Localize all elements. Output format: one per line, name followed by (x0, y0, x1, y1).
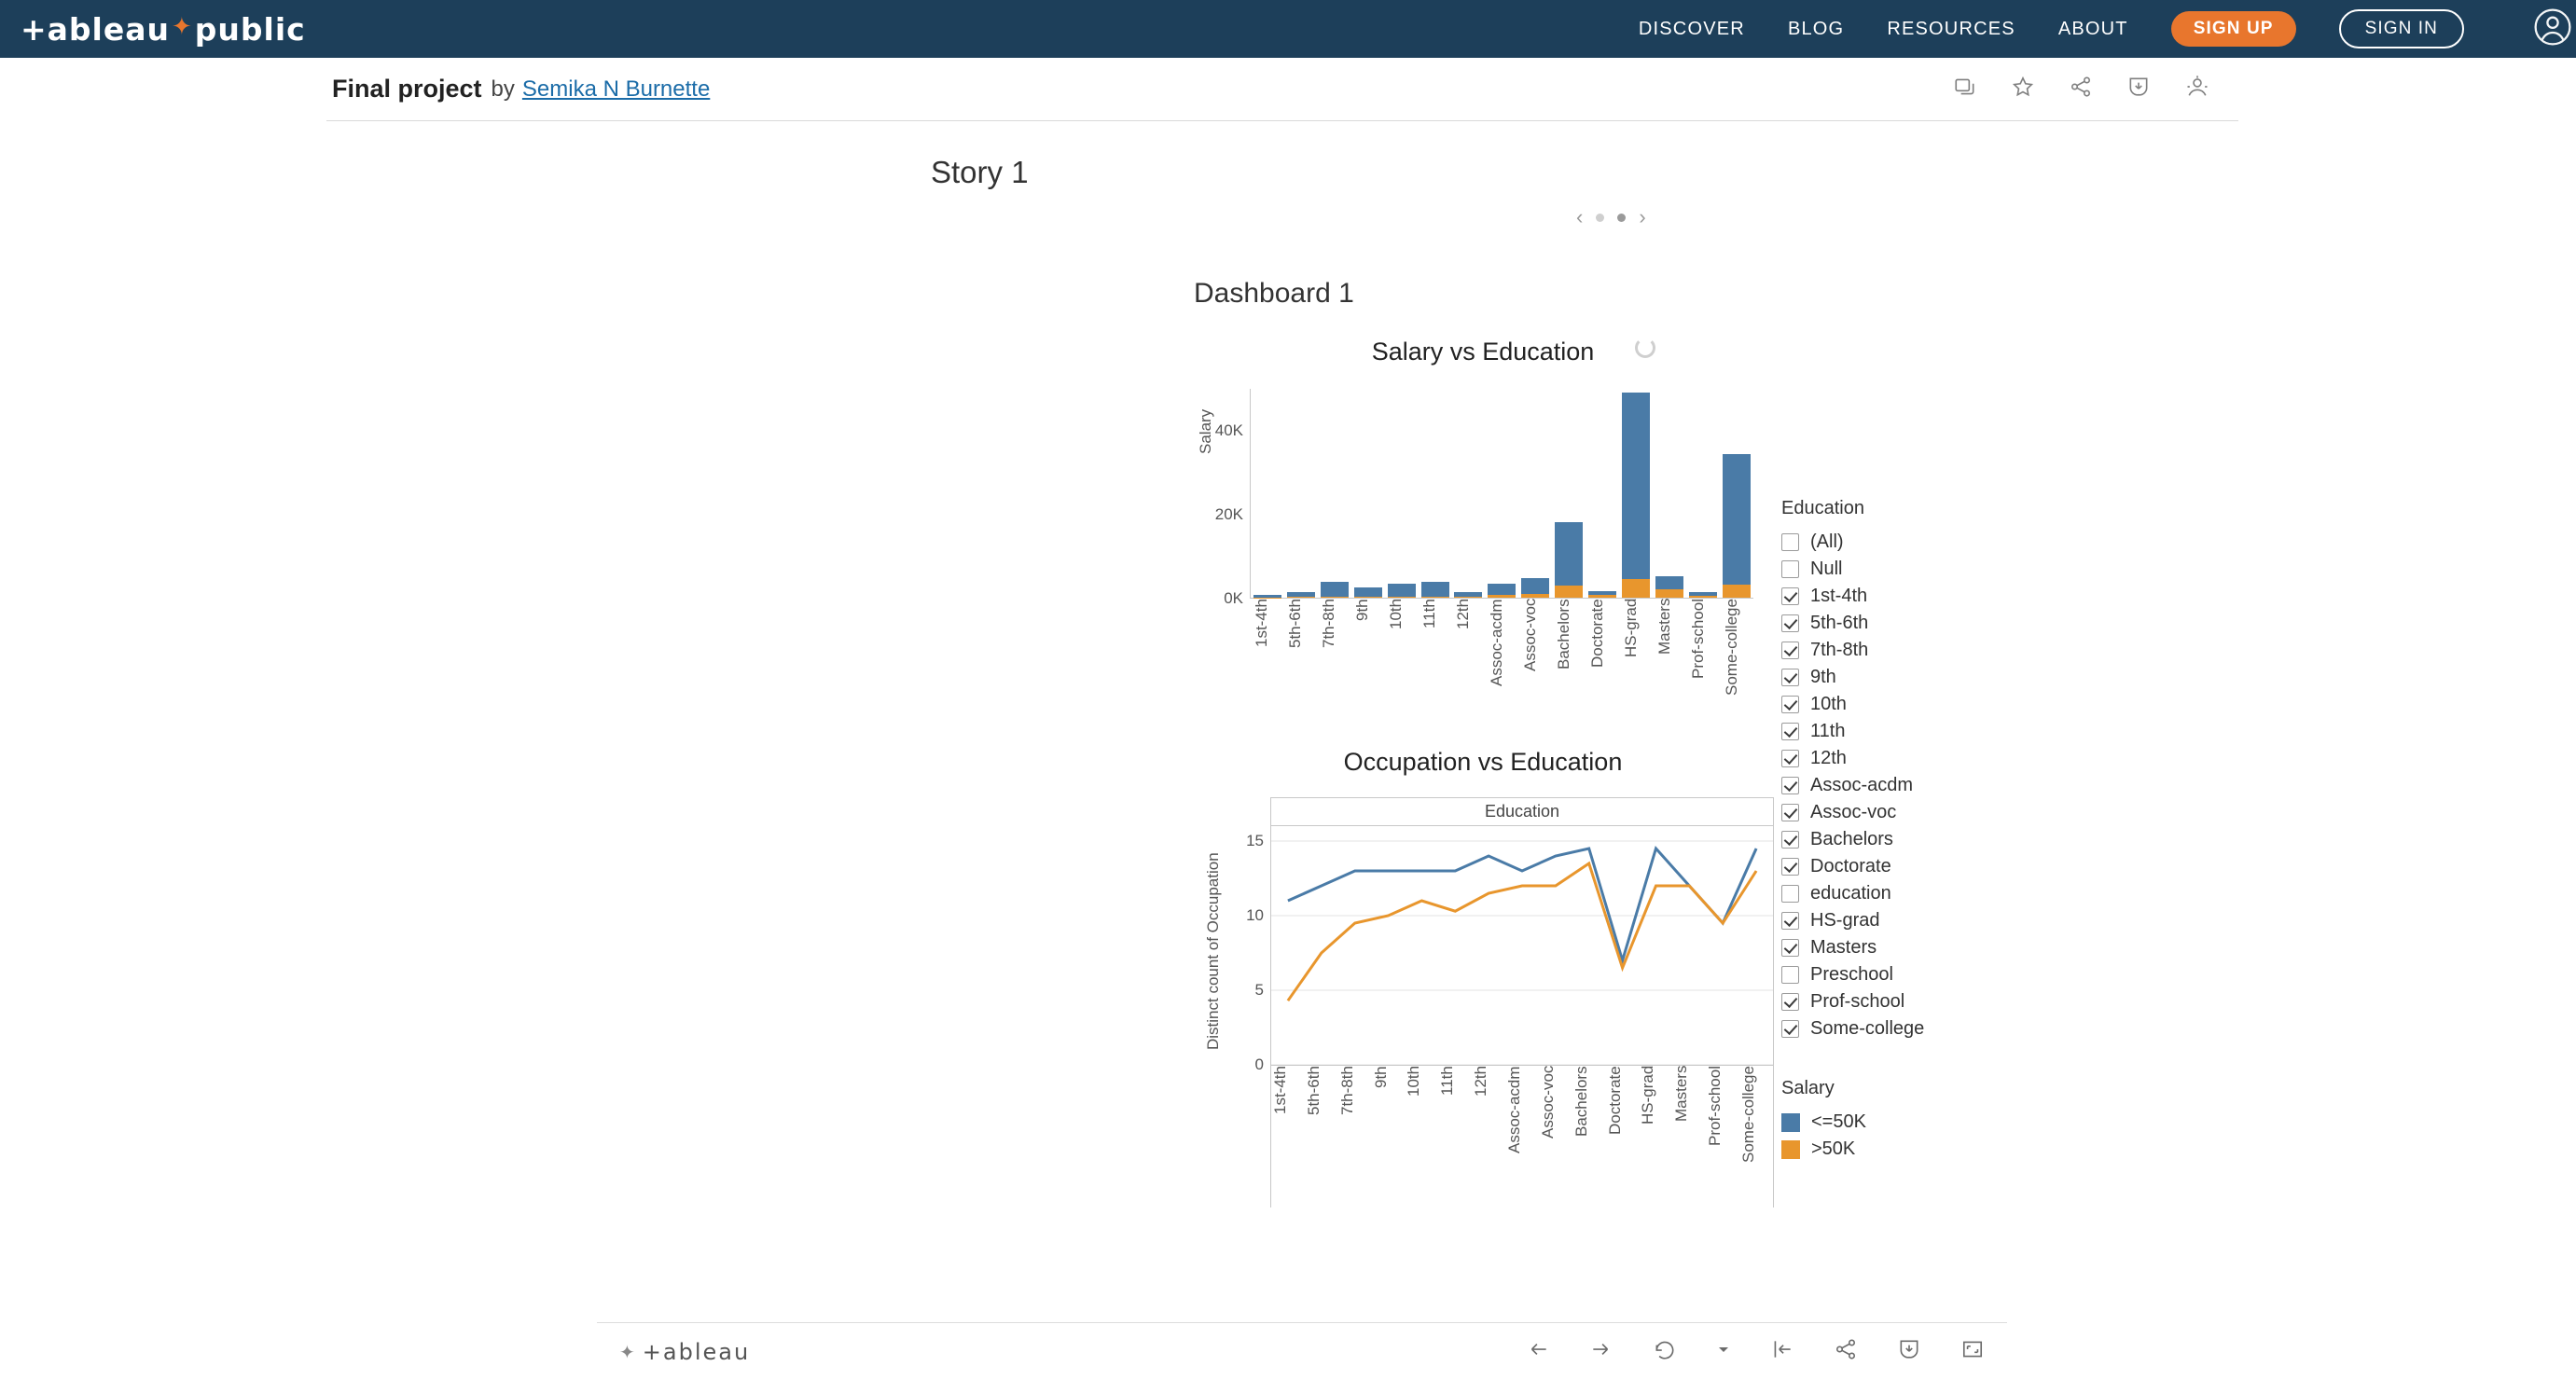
filter-checkbox-icon[interactable] (1781, 939, 1799, 957)
filter-item-label: Null (1810, 559, 1843, 579)
filter-item[interactable] (1781, 1015, 2089, 1042)
bar-column[interactable] (1588, 389, 1616, 598)
legend-color-swatch (1781, 1113, 1800, 1132)
occupation-vs-education-chart (1194, 748, 1772, 1208)
bar-chart-x-tick: 9th (1353, 599, 1371, 621)
viz-container (326, 58, 2238, 1208)
filter-item-label: 11th (1810, 721, 1846, 741)
filter-item[interactable] (1781, 934, 2089, 961)
bar-segment-over-50k[interactable] (1622, 579, 1650, 598)
line-chart-x-axis-labels (1270, 1066, 1774, 1208)
filter-checkbox-icon[interactable] (1781, 885, 1799, 903)
bar-column[interactable] (1421, 389, 1449, 598)
bar-chart-x-tick: HS-grad (1622, 599, 1640, 658)
filter-item[interactable] (1781, 637, 2089, 664)
bar-segment-under-50k[interactable] (1321, 582, 1349, 597)
line-chart-x-tick: Doctorate (1605, 1066, 1624, 1135)
bar-segment-over-50k[interactable] (1521, 594, 1549, 598)
bar-column[interactable] (1622, 389, 1650, 598)
bar-chart-x-tick: 1st-4th (1253, 599, 1270, 647)
logo-text-public: public (194, 10, 306, 48)
share-icon[interactable] (2069, 75, 2093, 104)
filter-list (1781, 529, 2089, 1042)
filter-checkbox-icon[interactable] (1781, 533, 1799, 551)
filter-item[interactable] (1781, 718, 2089, 745)
legend-title: Salary (1781, 1078, 1835, 1098)
footer-logo-star-icon: ✦ (619, 1340, 637, 1363)
bar-chart-title: Salary vs Education (1371, 338, 1595, 366)
filter-checkbox-icon[interactable] (1781, 669, 1799, 686)
reset-icon[interactable] (1770, 1337, 1794, 1366)
viz-by-label: by (491, 76, 515, 102)
bar-series-container (1251, 389, 1753, 598)
filter-checkbox-icon[interactable] (1781, 831, 1799, 849)
line-series-svg (1271, 826, 1773, 1065)
education-filter-panel (1781, 498, 2089, 1163)
bar-column[interactable] (1321, 389, 1349, 598)
bar-chart-x-tick: Bachelors (1555, 599, 1572, 669)
bar-segment-over-50k[interactable] (1588, 595, 1616, 598)
filter-item[interactable] (1781, 799, 2089, 826)
filter-item-label: Some-college (1810, 1018, 1925, 1039)
line-chart-y-tick: 15 (1246, 832, 1264, 849)
filter-item-label: 7th-8th (1810, 640, 1869, 660)
filter-item[interactable] (1781, 853, 2089, 880)
line-chart-x-tick: Some-college (1739, 1066, 1758, 1163)
filter-item[interactable] (1781, 907, 2089, 934)
filter-item-label: Doctorate (1810, 856, 1891, 876)
bar-chart-plot-area[interactable] (1197, 389, 1753, 607)
sign-in-button[interactable]: SIGN IN (2339, 9, 2464, 48)
filter-checkbox-icon[interactable] (1781, 966, 1799, 984)
filter-item[interactable] (1781, 745, 2089, 772)
filter-item[interactable] (1781, 826, 2089, 853)
line-chart-x-tick: 11th (1438, 1066, 1457, 1096)
bar-chart-x-tick: 7th-8th (1320, 599, 1337, 648)
line-chart-x-tick: 7th-8th (1337, 1066, 1356, 1115)
filter-checkbox-icon[interactable] (1781, 1020, 1799, 1038)
filter-item-label: Assoc-voc (1810, 802, 1897, 822)
bar-chart-x-tick: Assoc-voc (1521, 599, 1539, 672)
bar-segment-over-50k[interactable] (1388, 597, 1416, 598)
filter-checkbox-icon[interactable] (1781, 560, 1799, 578)
filter-checkbox-icon[interactable] (1781, 642, 1799, 659)
nav-link-discover[interactable]: DISCOVER (1638, 18, 1745, 39)
bar-column[interactable] (1388, 389, 1416, 598)
bar-chart-y-tick: 20K (1214, 505, 1243, 523)
filter-item[interactable] (1781, 583, 2089, 610)
bar-chart-x-tick: 5th-6th (1286, 599, 1304, 648)
story-prev-arrow-icon[interactable]: ‹ (1576, 205, 1584, 228)
filter-checkbox-icon[interactable] (1781, 696, 1799, 713)
bar-segment-under-50k[interactable] (1723, 454, 1751, 585)
filter-item[interactable] (1781, 880, 2089, 907)
story-navigator (1576, 205, 2238, 229)
line-chart-x-tick: 5th-6th (1304, 1066, 1323, 1115)
filter-checkbox-icon[interactable] (1781, 750, 1799, 767)
line-chart-title: Occupation vs Education (1343, 748, 1623, 776)
bar-column[interactable] (1454, 389, 1482, 598)
line-chart-outer (1194, 797, 1774, 1208)
story-title: Story 1 (931, 155, 1029, 189)
filter-panel-title: Education (1781, 498, 1864, 518)
nav-link-blog[interactable]: BLOG (1787, 18, 1845, 39)
top-nav-links (1639, 7, 2555, 51)
legend-item-label: >50K (1811, 1138, 1856, 1159)
bar-column[interactable] (1521, 389, 1549, 598)
legend-item-label: <=50K (1811, 1111, 1866, 1132)
filter-item-label: 10th (1810, 694, 1847, 714)
story-next-arrow-icon[interactable]: › (1639, 205, 1646, 228)
download-icon[interactable] (2126, 75, 2151, 104)
bar-segment-over-50k[interactable] (1287, 597, 1315, 598)
filter-checkbox-icon[interactable] (1781, 614, 1799, 632)
filter-item[interactable] (1781, 961, 2089, 988)
bar-chart-x-tick: 11th (1420, 599, 1438, 628)
line-chart-x-tick: 9th (1371, 1066, 1390, 1088)
share-icon[interactable] (1834, 1337, 1858, 1366)
filter-item[interactable] (1781, 664, 2089, 691)
filter-item-label: Masters (1810, 937, 1877, 958)
nav-link-resources[interactable]: RESOURCES (1887, 18, 2015, 39)
line-chart-x-tick: Assoc-acdm (1505, 1066, 1524, 1153)
bar-column[interactable] (1287, 389, 1315, 598)
tableau-public-logo[interactable] (21, 11, 306, 48)
line-chart-y-tick: 10 (1246, 906, 1264, 924)
viz-header (326, 58, 2238, 121)
filter-checkbox-icon[interactable] (1781, 804, 1799, 821)
filter-item-label: Assoc-acdm (1810, 775, 1914, 795)
viz-canvas (326, 155, 2238, 1208)
bar-chart-x-tick: Masters (1655, 599, 1673, 656)
bar-segment-under-50k[interactable] (1388, 584, 1416, 597)
filter-item-label: HS-grad (1810, 910, 1880, 931)
line-chart-x-tick: 10th (1405, 1066, 1423, 1097)
bar-segment-over-50k[interactable] (1488, 595, 1516, 598)
bar-segment-over-50k[interactable] (1723, 585, 1751, 598)
filter-checkbox-icon[interactable] (1781, 858, 1799, 876)
bar-chart-y-tick: 40K (1214, 421, 1243, 439)
bar-segment-over-50k[interactable] (1655, 589, 1683, 598)
bar-segment-over-50k[interactable] (1421, 597, 1449, 598)
viz-title: Final project (332, 75, 482, 103)
bar-column[interactable] (1723, 389, 1751, 598)
account-circle-icon[interactable] (2533, 7, 2572, 51)
filter-checkbox-icon[interactable] (1781, 912, 1799, 930)
filter-item[interactable] (1781, 988, 2089, 1015)
viz-author-link[interactable]: Semika N Burnette (521, 76, 711, 102)
line-chart-x-tick: Assoc-voc (1538, 1066, 1557, 1139)
bar-segment-over-50k[interactable] (1454, 597, 1482, 598)
bottom-toolbar-actions (1526, 1337, 1985, 1366)
line-chart-x-tick: Prof-school (1706, 1066, 1724, 1146)
filter-checkbox-icon[interactable] (1781, 723, 1799, 740)
footer-logo-text: +ableau (642, 1338, 751, 1365)
line-chart-plot-area[interactable] (1204, 825, 1774, 1073)
bar-chart-x-tick: 12th (1454, 599, 1472, 630)
viz-bottom-toolbar (597, 1322, 2007, 1380)
filter-item[interactable] (1781, 691, 2089, 718)
bar-column[interactable] (1488, 389, 1516, 598)
viz-header-actions (1953, 74, 2233, 104)
bar-segment-under-50k[interactable] (1354, 587, 1382, 597)
logo-text: +ableau (21, 10, 170, 48)
bar-segment-over-50k[interactable] (1689, 596, 1717, 598)
bar-segment-under-50k[interactable] (1622, 393, 1650, 579)
bar-chart-x-tick: Prof-school (1689, 599, 1707, 679)
filter-item-label: Preschool (1810, 964, 1893, 985)
bar-segment-over-50k[interactable] (1354, 597, 1382, 598)
filter-item[interactable] (1781, 610, 2089, 637)
line-series-under-50k[interactable] (1288, 849, 1756, 960)
filter-item-label: 9th (1810, 667, 1836, 687)
legend-item[interactable] (1781, 1109, 2089, 1136)
filter-checkbox-icon[interactable] (1781, 777, 1799, 794)
filter-item-label: Prof-school (1810, 991, 1905, 1012)
dashboard-title: Dashboard 1 (1194, 278, 1354, 309)
line-chart-x-tick: HS-grad (1639, 1066, 1657, 1125)
bar-column[interactable] (1655, 389, 1683, 598)
story-dot-1[interactable] (1596, 214, 1604, 222)
line-chart-y-tick: 0 (1254, 1056, 1264, 1073)
bar-column[interactable] (1354, 389, 1382, 598)
copy-embed-icon[interactable] (1953, 75, 1977, 104)
line-chart-panel-header: Education (1270, 797, 1774, 825)
legend-color-swatch (1781, 1140, 1800, 1159)
line-chart-x-tick: 1st-4th (1271, 1066, 1289, 1114)
filter-item[interactable] (1781, 556, 2089, 583)
tableau-footer-logo[interactable] (619, 1339, 750, 1365)
bar-segment-over-50k[interactable] (1321, 597, 1349, 598)
revert-icon[interactable] (1653, 1337, 1677, 1366)
story-dot-2[interactable] (1617, 214, 1626, 222)
bar-segment-under-50k[interactable] (1555, 522, 1583, 586)
bar-chart-x-tick: Some-college (1723, 599, 1740, 696)
filter-item[interactable] (1781, 529, 2089, 556)
filter-checkbox-icon[interactable] (1781, 587, 1799, 605)
download-icon[interactable] (1897, 1337, 1921, 1366)
nav-link-about[interactable]: ABOUT (2057, 18, 2128, 39)
bar-segment-under-50k[interactable] (1488, 584, 1516, 595)
bar-segment-under-50k[interactable] (1421, 582, 1449, 596)
filter-item-label: 1st-4th (1810, 586, 1868, 606)
bar-chart-x-axis-labels (1250, 599, 1753, 701)
legend-item[interactable] (1781, 1136, 2089, 1163)
bar-chart-x-tick: 10th (1387, 599, 1405, 630)
redo-icon[interactable] (1589, 1337, 1613, 1366)
salary-vs-education-chart (1194, 338, 1772, 701)
filter-item[interactable] (1781, 772, 2089, 799)
legend-list (1781, 1109, 2089, 1163)
bar-column[interactable] (1555, 389, 1583, 598)
favorite-star-icon[interactable] (2011, 75, 2035, 104)
viz-author-profile-icon[interactable] (2184, 74, 2210, 104)
line-chart-y-axis-label: Distinct count of Occupation (1204, 852, 1222, 1050)
filter-item-label: Bachelors (1810, 829, 1893, 849)
logo-star-icon: ✦ (172, 13, 193, 41)
bar-column[interactable] (1689, 389, 1717, 598)
chevron-down-icon[interactable] (1716, 1342, 1731, 1361)
filter-item-label: education (1810, 883, 1891, 904)
line-chart-x-tick: Bachelors (1572, 1066, 1590, 1137)
bar-segment-under-50k[interactable] (1521, 578, 1549, 594)
bar-chart-y-tick: 0K (1224, 589, 1243, 607)
bar-chart-x-tick: Assoc-acdm (1488, 599, 1505, 686)
undo-icon[interactable] (1526, 1337, 1550, 1366)
bar-chart-x-tick: Doctorate (1588, 599, 1606, 668)
line-chart-x-tick: Masters (1672, 1066, 1691, 1123)
line-chart-x-tick: 12th (1472, 1066, 1490, 1097)
filter-item-label: 5th-6th (1810, 613, 1869, 633)
sign-up-button[interactable]: SIGN UP (2171, 11, 2296, 47)
line-chart-y-tick: 5 (1254, 981, 1264, 999)
bar-chart-y-axis-label: Salary (1197, 408, 1214, 454)
bar-column[interactable] (1253, 389, 1281, 598)
bar-segment-over-50k[interactable] (1555, 586, 1583, 599)
filter-item-label: 12th (1810, 748, 1847, 768)
filter-checkbox-icon[interactable] (1781, 993, 1799, 1011)
bar-segment-under-50k[interactable] (1655, 576, 1683, 589)
filter-item-label: (All) (1810, 531, 1844, 552)
top-navigation-bar (0, 0, 2576, 58)
fullscreen-icon[interactable] (1960, 1337, 1985, 1366)
